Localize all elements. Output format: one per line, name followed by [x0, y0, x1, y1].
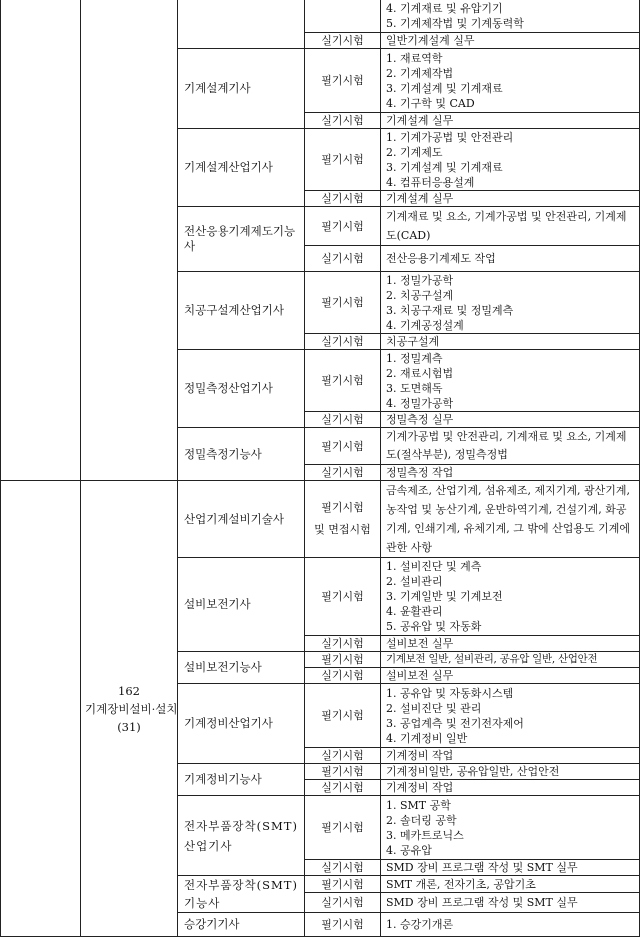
exam-subjects [381, 33, 640, 49]
exam-type: 실기시험 [305, 668, 381, 684]
subject-line: 기계설계 실무 [386, 192, 454, 205]
exam-subjects [381, 764, 640, 780]
exam-subjects [381, 860, 640, 876]
exam-subjects [381, 558, 640, 636]
exam-type: 필기시험 [305, 876, 381, 893]
qualification-name: 기계정비산업기사 [178, 684, 305, 764]
qualification-name: 정밀측정기능사 [178, 428, 305, 481]
subject-line: 5. 공유압 및 자동화 [386, 620, 482, 633]
subject-line: 기계정비 작업 [386, 749, 454, 762]
qualification-name: 전산응용기계제도기능사 [178, 207, 305, 272]
subject-line: 정밀측정 실무 [386, 413, 454, 426]
qualification-name: 정밀측정산업기사 [178, 350, 305, 428]
category-cell [81, 481, 178, 937]
exam-type: 필기시험 [305, 796, 381, 860]
exam-type: 실기시험 [305, 334, 381, 350]
exam-type: 필기시험 [305, 129, 381, 191]
qualification-name: 전자부품장착(SMT)산업기사 [178, 796, 305, 876]
category-count: (31) [117, 719, 141, 734]
exam-type: 실기시험 [305, 860, 381, 876]
exam-subjects [381, 334, 640, 350]
subject-line: 금속제조, 산업기계, 섬유제조, 제지기계, 광산기계, 농작업 및 농산기계, 운반하역기계, 건설기계, 화공기계, 인쇄기계, 유체기계, 그 밖에 산업용도 기계에 관한 사항 [386, 484, 630, 554]
exam-subjects [381, 893, 640, 913]
subject-line: 1. 정밀가공학 [386, 273, 454, 287]
prev-subcategory-cell [81, 0, 178, 481]
exam-subjects [381, 796, 640, 860]
subject-line: 기계설계 실무 [386, 114, 454, 127]
subject-line: 1. 기계가공법 및 안전관리 [386, 130, 514, 144]
subject-line: 4. 윤활관리 [386, 605, 443, 618]
subject-line: 2. 치공구설계 [386, 288, 454, 302]
subject-line: 기계재료 및 요소, 기계가공법 및 안전관리, 기계제도(CAD) [386, 210, 627, 242]
subject-line: 2. 솔더링 공학 [386, 813, 457, 827]
exam-subjects [381, 876, 640, 893]
exam-subjects [381, 113, 640, 129]
qualification-name: 치공구설계산업기사 [178, 272, 305, 350]
exam-type: 실기시험 [305, 412, 381, 428]
exam-type: 실기시험 [305, 636, 381, 652]
subject-line: 기계정비 작업 [386, 781, 454, 794]
exam-type: 필기시험 [305, 428, 381, 465]
exam-subjects [381, 652, 640, 668]
qualification-name: 기계정비기능사 [178, 764, 305, 796]
subject-line: 3. 도면해독 [386, 381, 443, 395]
exam-subjects [381, 191, 640, 207]
qualification-name: 승강기기사 [178, 913, 305, 937]
exam-type: 필기시험 [305, 49, 381, 113]
qualification-name: 전자부품장착(SMT)기능사 [178, 876, 305, 913]
exam-type: 필기시험 [305, 764, 381, 780]
subject-line: 3. 메카트로닉스 [386, 828, 464, 842]
exam-type: 실기시험 [305, 246, 381, 272]
exam-type-line: 및 면접시험 [314, 523, 371, 536]
subject-line: 3. 기계설계 및 기계재료 [386, 81, 503, 95]
exam-subjects [381, 913, 640, 937]
exam-subjects [381, 129, 640, 191]
qualification-name: 설비보전기능사 [178, 652, 305, 684]
subject-line: 1. SMT 공학 [386, 798, 451, 812]
exam-type: 실기시험 [305, 748, 381, 764]
exam-type-line: 필기시험 [321, 501, 364, 514]
exam-type [305, 0, 381, 33]
exam-type: 필기시험 [305, 652, 381, 668]
exam-type: 필기시험 [305, 272, 381, 334]
prev-category-cell [1, 0, 81, 481]
subject-line: 4. 기구학 및 CAD [386, 96, 475, 110]
subject-line: 1. 설비진단 및 계측 [386, 560, 482, 573]
subject-line: 2. 설비관리 [386, 575, 443, 588]
subject-line: 4. 기계재료 및 유압기기 [386, 1, 503, 15]
qualification-name: 설비보전기사 [178, 558, 305, 652]
qualification-name: 기계설계기사 [178, 49, 305, 129]
subject-line: 5. 기계제작법 및 기계동력학 [386, 16, 524, 30]
subject-line: 3. 치공구재료 및 정밀계측 [386, 303, 514, 317]
exam-type: 실기시험 [305, 33, 381, 49]
table-row [1, 0, 640, 33]
qualification-name: 산업기계설비기술사 [178, 481, 305, 558]
subject-line: 2. 설비진단 및 관리 [386, 701, 482, 715]
subject-line: 설비보전 실무 [386, 637, 454, 650]
exam-subjects [381, 0, 640, 33]
exam-type: 실기시험 [305, 113, 381, 129]
subject-line: 1. 정밀계측 [386, 351, 443, 365]
exam-subjects [381, 668, 640, 684]
exam-type [305, 481, 381, 558]
exam-subjects [381, 748, 640, 764]
subject-line: 설비보전 실무 [386, 669, 454, 682]
exam-subjects [381, 636, 640, 652]
subject-line: 일반기계설계 실무 [386, 34, 475, 47]
exam-subjects [381, 780, 640, 796]
subject-line: 정밀측정 작업 [386, 466, 454, 479]
subject-line: 치공구설계 [386, 335, 440, 348]
subject-line: 4. 기계공정설계 [386, 318, 464, 332]
subject-line: 2. 기계제작법 [386, 66, 454, 80]
exam-subjects [381, 246, 640, 272]
subject-line: 4. 공유압 [386, 843, 432, 857]
exam-subjects [381, 207, 640, 246]
exam-subjects [381, 684, 640, 748]
exam-type: 필기시험 [305, 558, 381, 636]
subject-line: 1. 재료역학 [386, 51, 443, 65]
table-row [1, 481, 640, 558]
major-category-cell [1, 481, 81, 937]
exam-type: 실기시험 [305, 780, 381, 796]
subject-line: 전산응용기계제도 작업 [386, 252, 496, 265]
subject-line: 2. 기계제도 [386, 145, 443, 159]
subject-line: SMT 개론, 전자기초, 공압기초 [386, 877, 536, 891]
exam-type: 필기시험 [305, 207, 381, 246]
subject-line: 기계정비일반, 공유압일반, 산업안전 [386, 765, 560, 778]
exam-subjects [381, 49, 640, 113]
exam-subjects [381, 272, 640, 334]
exam-subjects [381, 428, 640, 465]
subject-line: 1. 공유압 및 자동화시스템 [386, 686, 514, 700]
exam-type: 필기시험 [305, 350, 381, 412]
subject-line: 4. 기계정비 일반 [386, 731, 468, 745]
subject-line: 3. 기계설계 및 기계재료 [386, 160, 503, 174]
exam-type: 필기시험 [305, 684, 381, 748]
exam-type: 실기시험 [305, 893, 381, 913]
exam-subjects [381, 465, 640, 481]
exam-type: 실기시험 [305, 191, 381, 207]
category-name: 기계장비설비·설치 [85, 701, 178, 716]
subject-line: 기계보전 일반, 설비관리, 공유압 일반, 산업안전 [386, 653, 598, 665]
subject-line: SMD 장비 프로그램 작성 및 SMT 실무 [386, 861, 578, 874]
exam-type: 필기시험 [305, 913, 381, 937]
subject-line: 4. 정밀가공학 [386, 396, 454, 410]
subject-line: 3. 공업계측 및 전기전자제어 [386, 716, 524, 730]
exam-type: 실기시험 [305, 465, 381, 481]
subject-line: 기계가공법 및 안전관리, 기계재료 및 요소, 기계제도(절삭부분), 정밀측정법 [386, 430, 627, 461]
exam-subjects [381, 412, 640, 428]
subject-line: 1. 승강기개론 [386, 918, 454, 931]
exam-subjects [381, 481, 640, 558]
subject-line: 2. 재료시험법 [386, 366, 454, 380]
qualification-name [178, 0, 305, 49]
qualification-name: 기계설계산업기사 [178, 129, 305, 207]
exam-subjects [381, 350, 640, 412]
subject-line: 4. 컴퓨터응용설계 [386, 175, 475, 189]
category-code: 162 [118, 683, 140, 698]
subject-line: 3. 기계일반 및 기계보전 [386, 590, 503, 603]
subject-line: SMD 장비 프로그램 작성 및 SMT 실무 [386, 896, 578, 910]
